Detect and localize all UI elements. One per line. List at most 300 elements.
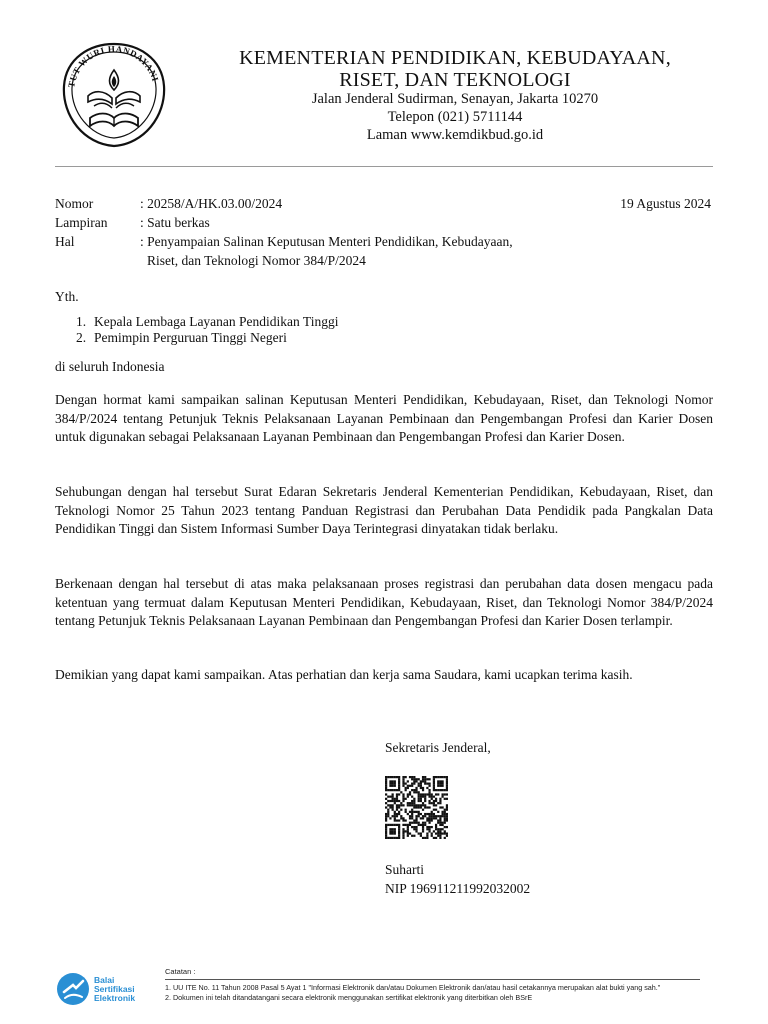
- qr-module: [422, 824, 424, 826]
- qr-module: [433, 837, 435, 839]
- qr-module: [435, 804, 437, 806]
- qr-module: [446, 776, 448, 778]
- qr-module: [420, 817, 422, 819]
- qr-module: [426, 813, 428, 815]
- qr-module: [398, 835, 400, 837]
- qr-module: [420, 835, 422, 837]
- qr-module: [413, 789, 415, 791]
- qr-module: [402, 780, 404, 782]
- qr-module: [422, 787, 424, 789]
- qr-module: [420, 787, 422, 789]
- qr-module: [446, 789, 448, 791]
- signatory-name: Suharti: [385, 862, 424, 877]
- body-paragraph-2: Sehubungan dengan hal tersebut Surat Edaran Sekretaris Jenderal Kementerian Pendidikan, Kebudayaan, Riset, dan Teknologi Nomor 25 Tahun 2023 tentang Panduan Registrasi dan Perubahan Data Pendidik pada Pangkalan Data Pendidikan Tinggi dan Sistem Informasi Sumber Daya Terintegrasi dinyatakan tidak berlaku.: [55, 484, 713, 537]
- qr-module: [415, 826, 417, 828]
- qr-module: [394, 789, 396, 791]
- qr-module: [394, 828, 396, 830]
- qr-module: [409, 785, 411, 787]
- qr-module: [394, 776, 396, 778]
- qr-module: [437, 835, 439, 837]
- qr-module: [398, 826, 400, 828]
- qr-module: [433, 778, 435, 780]
- qr-module: [444, 815, 446, 817]
- qr-module: [426, 806, 428, 808]
- recipient-list: [76, 314, 338, 346]
- qr-module: [398, 828, 400, 830]
- qr-module: [428, 796, 430, 798]
- qr-module: [444, 813, 446, 815]
- qr-module: [413, 798, 415, 800]
- qr-module: [420, 793, 422, 795]
- qr-module: [422, 826, 424, 828]
- qr-module: [413, 778, 415, 780]
- qr-module: [413, 776, 415, 778]
- qr-module: [446, 780, 448, 782]
- qr-module: [407, 824, 409, 826]
- qr-module: [402, 778, 404, 780]
- qr-module: [396, 789, 398, 791]
- qr-module: [444, 822, 446, 824]
- qr-module: [411, 813, 413, 815]
- nomor-value: : 20258/A/HK.03.00/2024: [140, 196, 283, 211]
- qr-module: [411, 809, 413, 811]
- qr-module: [433, 785, 435, 787]
- qr-module: [433, 776, 435, 778]
- qr-module: [441, 796, 443, 798]
- qr-module: [446, 783, 448, 785]
- qr-module: [420, 813, 422, 815]
- qr-module: [402, 804, 404, 806]
- qr-module: [394, 815, 396, 817]
- qr-module: [409, 824, 411, 826]
- qr-module: [420, 804, 422, 806]
- qr-module: [418, 793, 420, 795]
- qr-module: [392, 828, 394, 830]
- qr-module: [441, 785, 443, 787]
- qr-module: [394, 824, 396, 826]
- qr-module: [424, 778, 426, 780]
- qr-module: [418, 832, 420, 834]
- qr-module: [426, 817, 428, 819]
- qr-module: [407, 813, 409, 815]
- qr-module: [426, 826, 428, 828]
- qr-module: [428, 830, 430, 832]
- qr-module: [441, 813, 443, 815]
- qr-module: [428, 822, 430, 824]
- qr-module: [385, 835, 387, 837]
- qr-module: [396, 806, 398, 808]
- qr-module: [396, 796, 398, 798]
- qr-module: [428, 789, 430, 791]
- qr-module: [439, 835, 441, 837]
- qr-module: [420, 796, 422, 798]
- qr-module: [446, 778, 448, 780]
- list-item: 1. Kepala Lembaga Layanan Pendidikan Tinggi: [76, 314, 339, 329]
- lampiran-label: Lampiran: [55, 215, 108, 230]
- qr-module: [389, 800, 391, 802]
- list-item: 2. Pemimpin Perguruan Tinggi Negeri: [76, 330, 287, 345]
- qr-module: [446, 809, 448, 811]
- qr-module: [387, 789, 389, 791]
- qr-module: [385, 780, 387, 782]
- qr-module: [424, 796, 426, 798]
- qr-module: [407, 830, 409, 832]
- qr-module: [402, 796, 404, 798]
- qr-module: [396, 837, 398, 839]
- qr-module: [411, 817, 413, 819]
- qr-module: [433, 804, 435, 806]
- qr-module: [392, 832, 394, 834]
- qr-module: [394, 817, 396, 819]
- qr-module: [433, 783, 435, 785]
- recipient-location: di seluruh Indonesia: [55, 359, 165, 374]
- qr-module: [428, 819, 430, 821]
- qr-module: [439, 806, 441, 808]
- qr-module: [387, 800, 389, 802]
- qr-module: [441, 789, 443, 791]
- qr-module: [415, 804, 417, 806]
- qr-module: [420, 780, 422, 782]
- qr-module: [405, 798, 407, 800]
- qr-module: [398, 811, 400, 813]
- qr-module: [422, 778, 424, 780]
- qr-module: [418, 791, 420, 793]
- qr-module: [441, 828, 443, 830]
- qr-module: [437, 789, 439, 791]
- qr-module: [446, 835, 448, 837]
- qr-module: [424, 824, 426, 826]
- qr-module: [385, 806, 387, 808]
- qr-module: [407, 787, 409, 789]
- qr-module: [387, 809, 389, 811]
- bsre-logo-text: Balai Sertifikasi Elektronik: [94, 975, 136, 1003]
- footer-note-1: 1. UU ITE No. 11 Tahun 2008 Pasal 5 Ayat 1 "Informasi Elektronik dan/atau Dokumen Elektronik dan/atau hasil cetakannya merupakan alat bukti yang sah.": [165, 983, 661, 992]
- qr-module: [444, 809, 446, 811]
- qr-module: [422, 817, 424, 819]
- qr-module: [418, 798, 420, 800]
- qr-module: [407, 804, 409, 806]
- qr-module: [413, 826, 415, 828]
- qr-module: [405, 830, 407, 832]
- qr-module: [446, 817, 448, 819]
- qr-module: [394, 830, 396, 832]
- footer-note-2: 2. Dokumen ini telah ditandatangani secara elektronik menggunakan sertifikat elektronik yang diterbitkan oleh BSrE: [165, 993, 533, 1002]
- qr-module: [402, 824, 404, 826]
- qr-module: [394, 802, 396, 804]
- qr-module: [413, 804, 415, 806]
- qr-module: [415, 778, 417, 780]
- qr-module: [392, 789, 394, 791]
- qr-module: [389, 780, 391, 782]
- body-paragraph-3: Berkenaan dengan hal tersebut di atas maka pelaksanaan proses registrasi dan perubahan data dosen mengacu pada ketentuan yang termuat dalam Keputusan Menteri Pendidikan, Kebudayaan, Riset, dan Teknologi Nomor 384/P/2024 tentang Petunjuk Teknis Pelaksanaan Layanan Pembinaan dan Pengembangan Profesi dan Karier Dosen terlampir.: [55, 576, 713, 629]
- qr-module: [398, 824, 400, 826]
- qr-module: [389, 832, 391, 834]
- qr-module: [396, 804, 398, 806]
- ministry-phone: Telepon (021) 5711144: [387, 109, 523, 125]
- qr-module: [441, 811, 443, 813]
- footer-divider: [165, 979, 700, 980]
- qr-module: [411, 783, 413, 785]
- qr-module: [402, 793, 404, 795]
- qr-module: [444, 832, 446, 834]
- qr-module: [424, 776, 426, 778]
- qr-module: [415, 811, 417, 813]
- qr-module: [428, 806, 430, 808]
- qr-module: [422, 796, 424, 798]
- qr-module: [385, 837, 387, 839]
- qr-module: [411, 778, 413, 780]
- qr-module: [446, 787, 448, 789]
- qr-module: [420, 824, 422, 826]
- qr-module: [441, 780, 443, 782]
- qr-module: [409, 804, 411, 806]
- qr-module: [405, 824, 407, 826]
- qr-module: [439, 789, 441, 791]
- signature-qr-code: [385, 776, 448, 839]
- nomor-label: Nomor: [55, 196, 94, 211]
- qr-module: [402, 776, 404, 778]
- qr-module: [435, 800, 437, 802]
- qr-module: [422, 793, 424, 795]
- qr-module: [398, 832, 400, 834]
- qr-module: [409, 822, 411, 824]
- qr-module: [435, 798, 437, 800]
- qr-module: [409, 793, 411, 795]
- qr-module: [413, 802, 415, 804]
- qr-module: [392, 776, 394, 778]
- qr-module: [424, 806, 426, 808]
- qr-module: [433, 787, 435, 789]
- qr-module: [409, 776, 411, 778]
- qr-module: [426, 835, 428, 837]
- qr-module: [418, 804, 420, 806]
- qr-module: [413, 811, 415, 813]
- qr-module: [418, 811, 420, 813]
- hal-label: Hal: [55, 234, 75, 249]
- qr-module: [433, 789, 435, 791]
- qr-module: [396, 800, 398, 802]
- qr-module: [413, 806, 415, 808]
- qr-module: [389, 817, 391, 819]
- qr-module: [422, 780, 424, 782]
- qr-module: [402, 817, 404, 819]
- qr-module: [437, 780, 439, 782]
- qr-module: [424, 815, 426, 817]
- qr-module: [411, 826, 413, 828]
- qr-module: [426, 793, 428, 795]
- qr-module: [385, 778, 387, 780]
- qr-module: [439, 785, 441, 787]
- qr-module: [433, 830, 435, 832]
- qr-module: [444, 811, 446, 813]
- qr-module: [433, 796, 435, 798]
- qr-module: [400, 817, 402, 819]
- qr-module: [387, 824, 389, 826]
- qr-module: [439, 798, 441, 800]
- qr-module: [415, 791, 417, 793]
- qr-module: [426, 832, 428, 834]
- qr-module: [428, 778, 430, 780]
- qr-module: [389, 796, 391, 798]
- qr-module: [426, 778, 428, 780]
- qr-module: [431, 796, 433, 798]
- qr-module: [396, 815, 398, 817]
- qr-module: [433, 802, 435, 804]
- qr-module: [431, 813, 433, 815]
- qr-module: [402, 800, 404, 802]
- qr-module: [435, 809, 437, 811]
- qr-module: [396, 819, 398, 821]
- qr-module: [422, 802, 424, 804]
- footer-notes-title: Catatan :: [165, 967, 196, 976]
- bsre-logo-icon: [56, 972, 90, 1006]
- qr-module: [389, 828, 391, 830]
- qr-module: [415, 789, 417, 791]
- qr-module: [398, 787, 400, 789]
- qr-module: [444, 819, 446, 821]
- qr-module: [415, 822, 417, 824]
- qr-module: [437, 783, 439, 785]
- qr-module: [385, 787, 387, 789]
- qr-module: [435, 828, 437, 830]
- qr-module: [433, 813, 435, 815]
- ministry-website: Laman www.kemdikbud.go.id: [366, 127, 544, 143]
- qr-module: [411, 802, 413, 804]
- qr-module: [389, 776, 391, 778]
- qr-module: [392, 800, 394, 802]
- body-paragraph-1: Dengan hormat kami sampaikan salinan Keputusan Menteri Pendidikan, Kebudayaan, Riset, dan Teknologi Nomor 384/P/2024 tentang Petunjuk Teknis Pelaksanaan Layanan Pembinaan dan Pengembangan Profesi dan Karier Dosen untuk digunakan sebagai Pelaksanaan Layanan Pembinaan dan Pengembangan Profesi dan Karier Dosen.: [55, 392, 713, 445]
- qr-module: [437, 811, 439, 813]
- qr-module: [418, 813, 420, 815]
- qr-module: [389, 804, 391, 806]
- qr-module: [402, 828, 404, 830]
- qr-module: [437, 828, 439, 830]
- qr-module: [396, 813, 398, 815]
- qr-module: [415, 828, 417, 830]
- qr-module: [446, 806, 448, 808]
- qr-module: [392, 780, 394, 782]
- qr-module: [428, 791, 430, 793]
- qr-module: [385, 802, 387, 804]
- qr-module: [441, 832, 443, 834]
- qr-module: [392, 796, 394, 798]
- qr-module: [394, 819, 396, 821]
- ministry-name-line2: RISET, DAN TEKNOLOGI: [339, 69, 571, 91]
- qr-module: [387, 804, 389, 806]
- qr-module: [398, 776, 400, 778]
- qr-module: [422, 822, 424, 824]
- qr-module: [385, 793, 387, 795]
- qr-module: [424, 813, 426, 815]
- qr-module: [431, 832, 433, 834]
- qr-module: [394, 800, 396, 802]
- qr-module: [431, 798, 433, 800]
- qr-module: [405, 809, 407, 811]
- qr-module: [441, 815, 443, 817]
- qr-module: [392, 783, 394, 785]
- qr-module: [418, 796, 420, 798]
- qr-module: [439, 830, 441, 832]
- qr-module: [446, 819, 448, 821]
- qr-module: [398, 813, 400, 815]
- qr-module: [433, 780, 435, 782]
- qr-module: [422, 828, 424, 830]
- qr-module: [387, 796, 389, 798]
- qr-module: [431, 793, 433, 795]
- qr-module: [394, 837, 396, 839]
- qr-module: [385, 830, 387, 832]
- qr-module: [405, 776, 407, 778]
- qr-module: [441, 806, 443, 808]
- qr-module: [418, 783, 420, 785]
- qr-module: [441, 793, 443, 795]
- qr-module: [439, 837, 441, 839]
- qr-module: [420, 832, 422, 834]
- qr-module: [392, 830, 394, 832]
- qr-module: [402, 835, 404, 837]
- qr-module: [435, 776, 437, 778]
- qr-module: [389, 824, 391, 826]
- qr-module: [418, 822, 420, 824]
- qr-module: [439, 776, 441, 778]
- qr-module: [400, 804, 402, 806]
- qr-module: [411, 789, 413, 791]
- qr-module: [402, 832, 404, 834]
- signatory-position: Sekretaris Jenderal,: [385, 740, 491, 755]
- qr-module: [444, 826, 446, 828]
- qr-module: [392, 785, 394, 787]
- qr-module: [385, 798, 387, 800]
- qr-module: [446, 785, 448, 787]
- qr-module: [407, 826, 409, 828]
- lampiran-value: : Satu berkas: [140, 215, 210, 230]
- qr-module: [398, 778, 400, 780]
- qr-module: [428, 826, 430, 828]
- qr-module: [439, 817, 441, 819]
- qr-module: [422, 776, 424, 778]
- qr-module: [389, 830, 391, 832]
- qr-module: [424, 800, 426, 802]
- qr-module: [444, 793, 446, 795]
- qr-module: [394, 813, 396, 815]
- qr-module: [396, 824, 398, 826]
- qr-module: [409, 817, 411, 819]
- qr-module: [407, 802, 409, 804]
- qr-module: [387, 837, 389, 839]
- qr-module: [413, 835, 415, 837]
- qr-module: [431, 802, 433, 804]
- qr-module: [422, 789, 424, 791]
- qr-module: [426, 828, 428, 830]
- qr-module: [398, 780, 400, 782]
- qr-module: [398, 830, 400, 832]
- qr-module: [392, 806, 394, 808]
- qr-module: [411, 796, 413, 798]
- qr-module: [389, 789, 391, 791]
- qr-module: [407, 780, 409, 782]
- qr-module: [392, 793, 394, 795]
- qr-module: [385, 828, 387, 830]
- qr-module: [437, 819, 439, 821]
- qr-module: [413, 819, 415, 821]
- qr-module: [433, 817, 435, 819]
- qr-module: [420, 806, 422, 808]
- qr-module: [433, 809, 435, 811]
- qr-module: [398, 785, 400, 787]
- qr-module: [385, 826, 387, 828]
- qr-module: [431, 817, 433, 819]
- qr-module: [394, 832, 396, 834]
